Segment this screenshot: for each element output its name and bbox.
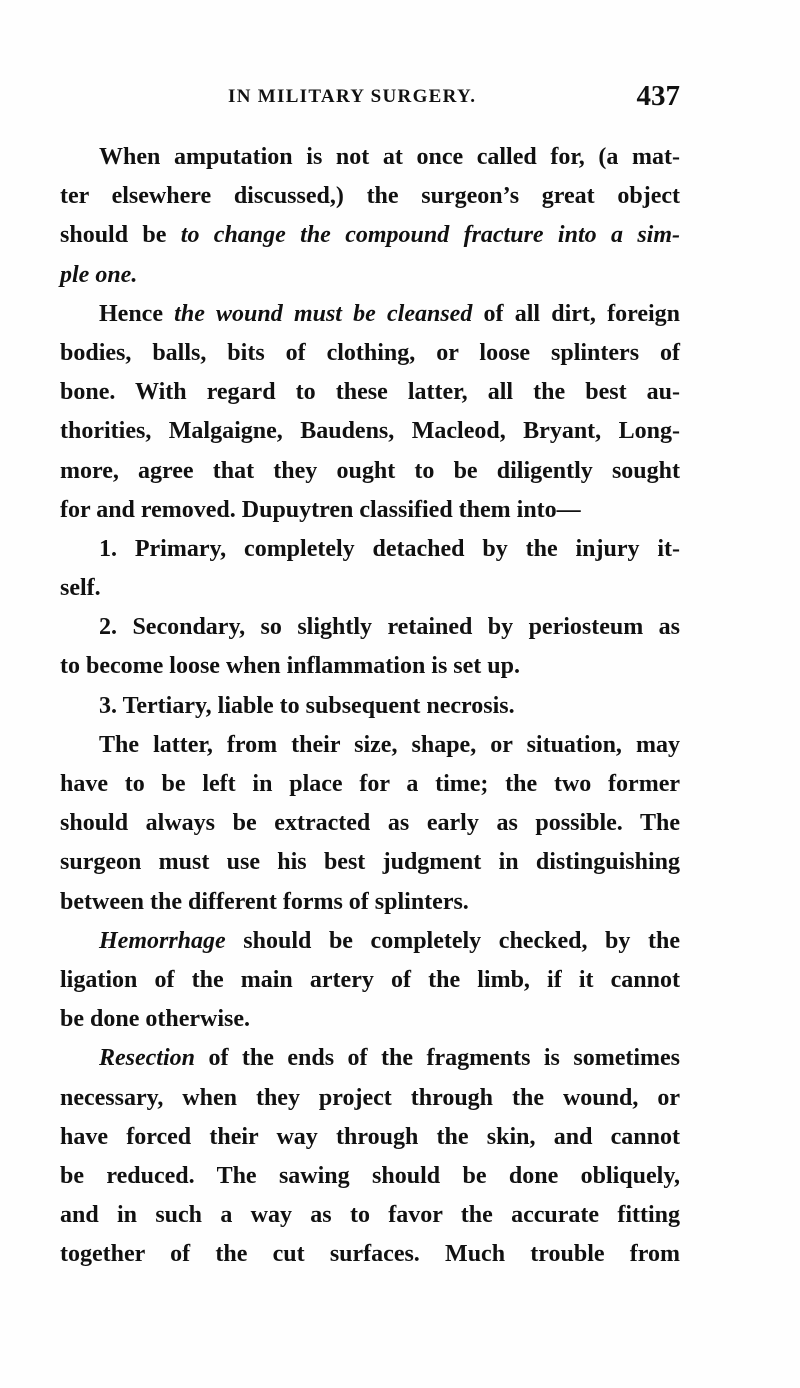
text-line [60,608,680,647]
body-text [60,138,680,1274]
text-line [60,922,680,961]
text-line [60,1118,680,1157]
text-line [60,961,680,1000]
text-run: When amputation is not at once called for, (a mat- [99,144,680,170]
text-line [60,334,680,373]
text-line [60,530,680,569]
text-line [60,1157,680,1196]
text-run: more, agree that they ought to be diligently sought [60,457,680,484]
text-line [60,883,680,922]
text-run: ter elsewhere discussed,) the surgeon’s great object [60,183,680,210]
text-line [60,216,680,255]
book-page [60,0,680,1388]
italic-text-run: Hemorrhage [99,927,226,954]
text-line [60,256,680,295]
text-line [60,177,680,216]
text-run: should always be extracted as early as possible. The [60,810,680,837]
text-line [60,804,680,843]
text-line [60,569,680,608]
page-number: 437 [636,80,680,112]
text-run: and in such a way as to favor the accurate fitting [60,1202,680,1229]
text-line [60,843,680,882]
text-run: thorities, Malgaigne, Baudens, Macleod, Bryant, Long- [60,418,680,445]
text-line [60,138,680,177]
text-run: of all dirt, foreign [472,300,680,327]
text-line [60,452,680,491]
text-run: ligation of the main artery of the limb, if it cannot [60,966,680,993]
text-line [60,1079,680,1118]
text-run: to become loose when inflammation is set up. [60,653,520,680]
text-run: bone. With regard to these latter, all the best au- [60,379,680,406]
italic-text-run: Resection [99,1045,195,1072]
text-run: The latter, from their size, shape, or situation, may [99,731,680,758]
text-line [60,647,680,686]
text-line [60,687,680,726]
text-line [60,295,680,334]
text-run: be reduced. The sawing should be done obliquely, [60,1162,680,1189]
text-line [60,1235,680,1274]
running-title: IN MILITARY SURGERY. [228,86,477,107]
text-run: 1. Primary, completely detached by the injury it- [99,535,680,562]
text-run: 3. Tertiary, liable to subsequent necrosis. [99,692,515,719]
text-line [60,373,680,412]
text-line [60,1039,680,1078]
text-run: 2. Secondary, so slightly retained by periosteum as [99,614,680,641]
text-run: have forced their way through the skin, and cannot [60,1123,680,1150]
text-line [60,765,680,804]
text-run: of the ends of the fragments is sometimes [195,1045,680,1072]
text-run: necessary, when they project through the wound, or [60,1084,680,1111]
text-run: should be completely checked, by the [225,927,680,954]
text-run: be done otherwise. [60,1006,250,1033]
text-run: surgeon must use his best judgment in distinguishing [60,849,680,876]
text-run: between the different forms of splinters. [60,888,469,915]
italic-text-run: the wound must be cleansed [174,300,473,327]
running-head [60,80,680,114]
text-line [60,412,680,451]
text-run: self. [60,575,101,602]
text-run: together of the cut surfaces. Much trouble from [60,1241,680,1268]
text-run: for and removed. Dupuytren classified them into— [60,496,581,523]
text-run: have to be left in place for a time; the two former [60,771,680,797]
text-run: should be [60,222,181,249]
italic-text-run: to change the compound fracture into a sim- [180,222,680,249]
text-run: Hence [99,300,175,327]
text-run: bodies, balls, bits of clothing, or loose splinters of [60,339,680,366]
text-line [60,1000,680,1039]
text-line [60,726,680,765]
italic-text-run: ple one. [60,261,138,288]
text-line [60,491,680,530]
text-line [60,1196,680,1235]
